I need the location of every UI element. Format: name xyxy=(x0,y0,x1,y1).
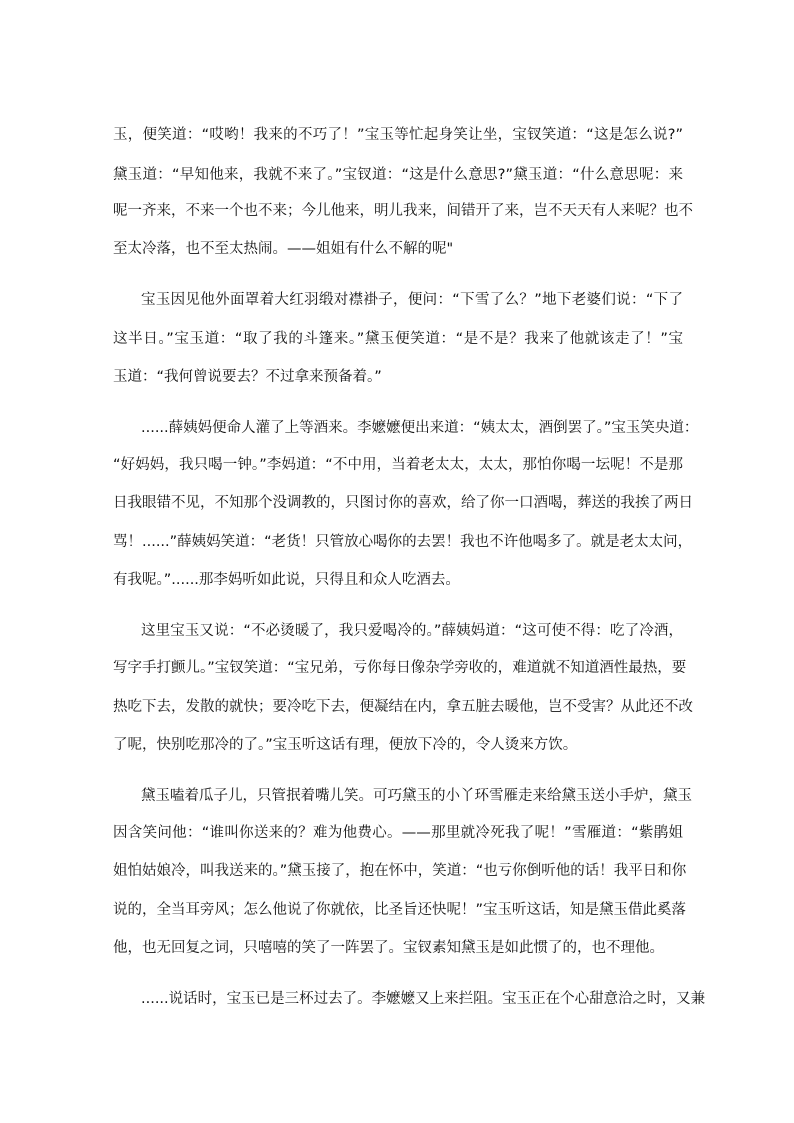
text-line: 日我眼错不见，不知那个没调教的，只图讨你的喜欢，给了你一口酒喝，葬送的我挨了两日 xyxy=(113,494,693,511)
paragraph-first-line: ......薛姨妈便命人灌了上等酒来。李嬷嬷便出来道：“姨太太，酒倒罢了。”宝玉笑央道： xyxy=(141,419,699,436)
text-line: 热吃下去，发散的就快；要冷吃下去，便凝结在内，拿五脏去暖他，岂不受害？从此还不改 xyxy=(113,698,693,715)
text-line: 因含笑问他：“谁叫你送来的？难为他费心。——那里就冷死我了呢！”雪雁道：“紫鹃姐 xyxy=(113,824,683,841)
text-line: 黛玉道：“早知他来，我就不来了。”宝钗道：“这是什么意思?”黛玉道：“什么意思呢：来 xyxy=(113,166,683,183)
text-line: 姐怕姑娘冷，叫我送来的。”黛玉接了，抱在怀中，笑道：“也亏你倒听他的话！我平日和你 xyxy=(113,862,687,879)
text-line: 写字手打颤儿。”宝钗笑道：“宝兄弟，亏你每日像杂学旁收的，难道就不知道酒性最热，要 xyxy=(113,659,687,676)
text-line: 至太冷落，也不至太热闹。——姐姐有什么不解的呢" xyxy=(113,240,454,257)
text-line: 有我呢。”......那李妈听如此说，只得且和众人吃酒去。 xyxy=(113,571,460,588)
paragraph-first-line: 这里宝玉又说：“不必烫暖了，我只爱喝冷的。”薛姨妈道：“这可使不得：吃了冷酒， xyxy=(141,622,683,639)
text-line: “好妈妈，我只喝一钟。”李妈道：“不中用，当着老太太，太太，那怕你喝一坛呢！不是那 xyxy=(113,456,683,473)
text-line: 呢一齐来，不来一个也不来；今儿他来，明儿我来，间错开了来，岂不天天有人来呢？也不 xyxy=(113,202,693,219)
paragraph-first-line: 黛玉嗑着瓜子儿，只管抿着嘴儿笑。可巧黛玉的小丫环雪雁走来给黛玉送小手炉，黛玉 xyxy=(141,787,692,804)
text-line: 说的，全当耳旁风；怎么他说了你就依，比圣旨还快呢！”宝玉听这话，知是黛玉借此奚落 xyxy=(113,901,687,918)
text-line: 这半日。”宝玉道：“取了我的斗篷来。”黛玉便笑道：“是不是？我来了他就该走了！”宝 xyxy=(113,330,683,347)
text-line: 玉道：“我何曾说要去？不过拿来预备着。” xyxy=(113,368,382,385)
text-line: 了呢，快别吃那冷的了。”宝玉听这话有理，便放下冷的，令人烫来方饮。 xyxy=(113,736,578,753)
paragraph-first-line: ......说话时，宝玉已是三杯过去了。李嬷嬷又上来拦阻。宝玉正在个心甜意洽之时，又兼 xyxy=(141,990,706,1007)
text-line: 玉，便笑道：“哎哟！我来的不巧了！”宝玉等忙起身笑让坐，宝钗笑道：“这是怎么说?” xyxy=(113,126,683,143)
text-line: 他，也无回复之词，只嘻嘻的笑了一阵罢了。宝钗素知黛玉是如此惯了的，也不理他。 xyxy=(113,939,664,956)
text-line: 骂！......”薛姨妈笑道：“老货！只管放心喝你的去罢！我也不许他喝多了。就是老太太问， xyxy=(113,533,693,550)
paragraph-first-line: 宝玉因见他外面罩着大红羽缎对襟褂子，便问：“下雪了么？”地下老婆们说：“下了 xyxy=(141,291,683,308)
